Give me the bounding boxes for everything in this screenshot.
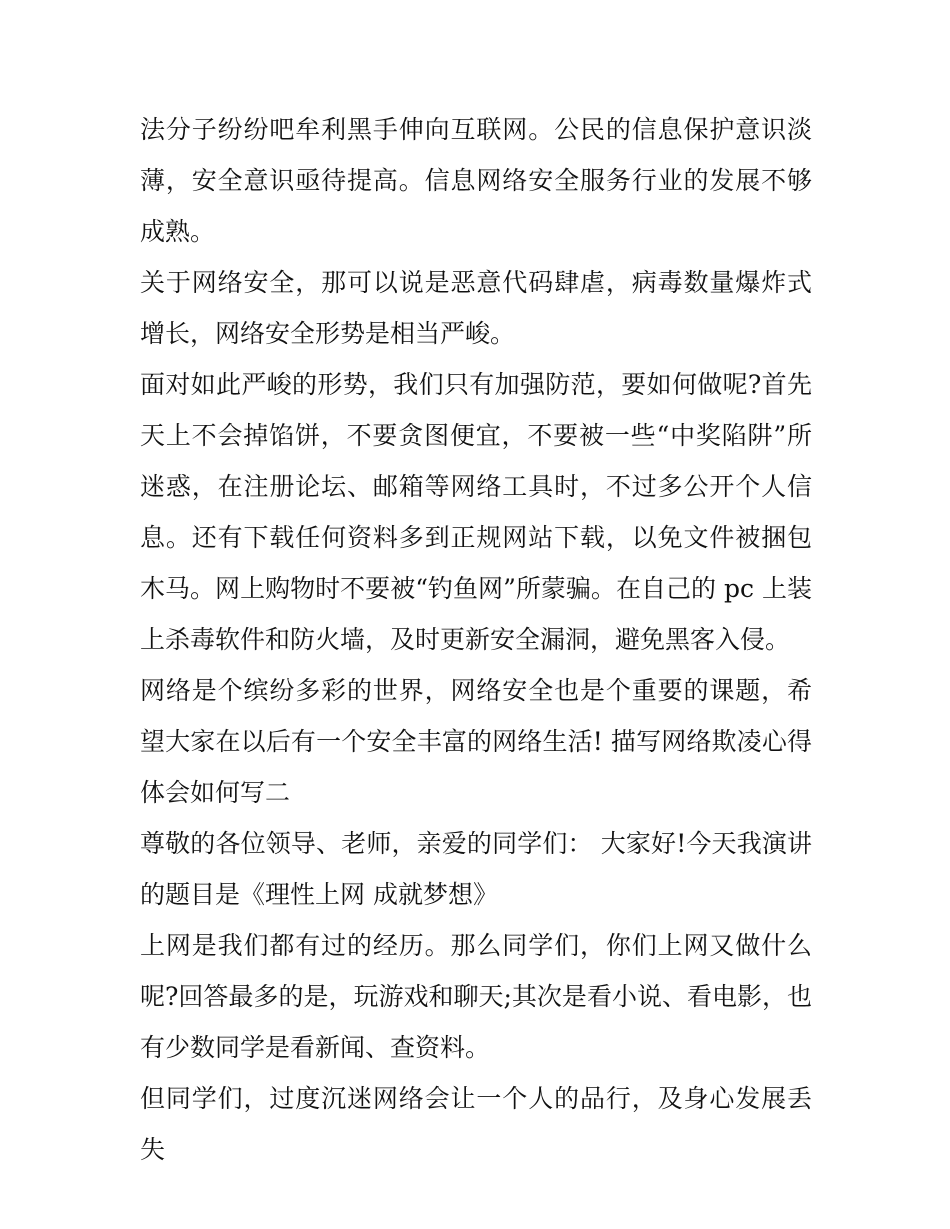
document-body xyxy=(140,104,812,1175)
paragraph-7: 但同学们，过度沉迷网络会让一个人的品行，及身心发展丢失 xyxy=(140,1084,812,1164)
paragraph-6: 上网是我们都有过的经历。那么同学们，你们上网又做什么呢?回答最多的是，玩游戏和聊天;其次是看小说、看电影，也有少数同学是看新闻、查资料。 xyxy=(140,931,812,1062)
paragraph-4: 网络是个缤纷多彩的世界，网络安全也是个重要的课题，希望大家在以后有一个安全丰富的网络生活! 描写网络欺凌心得体会如何写二 xyxy=(140,676,812,807)
paragraph-1: 法分子纷纷吧牟利黑手伸向互联网。公民的信息保护意识淡薄，安全意识亟待提高。信息网络安全服务行业的发展不够成熟。 xyxy=(140,115,812,246)
paragraph-5: 尊敬的各位领导、老师，亲爱的同学们： 大家好!今天我演讲的题目是《理性上网 成就梦想》 xyxy=(140,829,812,909)
paragraph-3: 面对如此严峻的形势，我们只有加强防范，要如何做呢?首先天上不会掉馅饼，不要贪图便宜，不要被一些“中奖陷阱”所迷惑，在注册论坛、邮箱等网络工具时，不过多公开个人信息。还有下载任何资料多到正规网站下载，以免文件被捆包木马。网上购物时不要被“钓鱼网”所蒙骗。在自己的 pc 上装上杀毒软件和防火墙，及时更新安全漏洞，避免黑客入侵。 xyxy=(140,370,812,654)
paragraph-2: 关于网络安全，那可以说是恶意代码肆虐，病毒数量爆炸式增长，网络安全形势是相当严峻。 xyxy=(140,268,812,348)
